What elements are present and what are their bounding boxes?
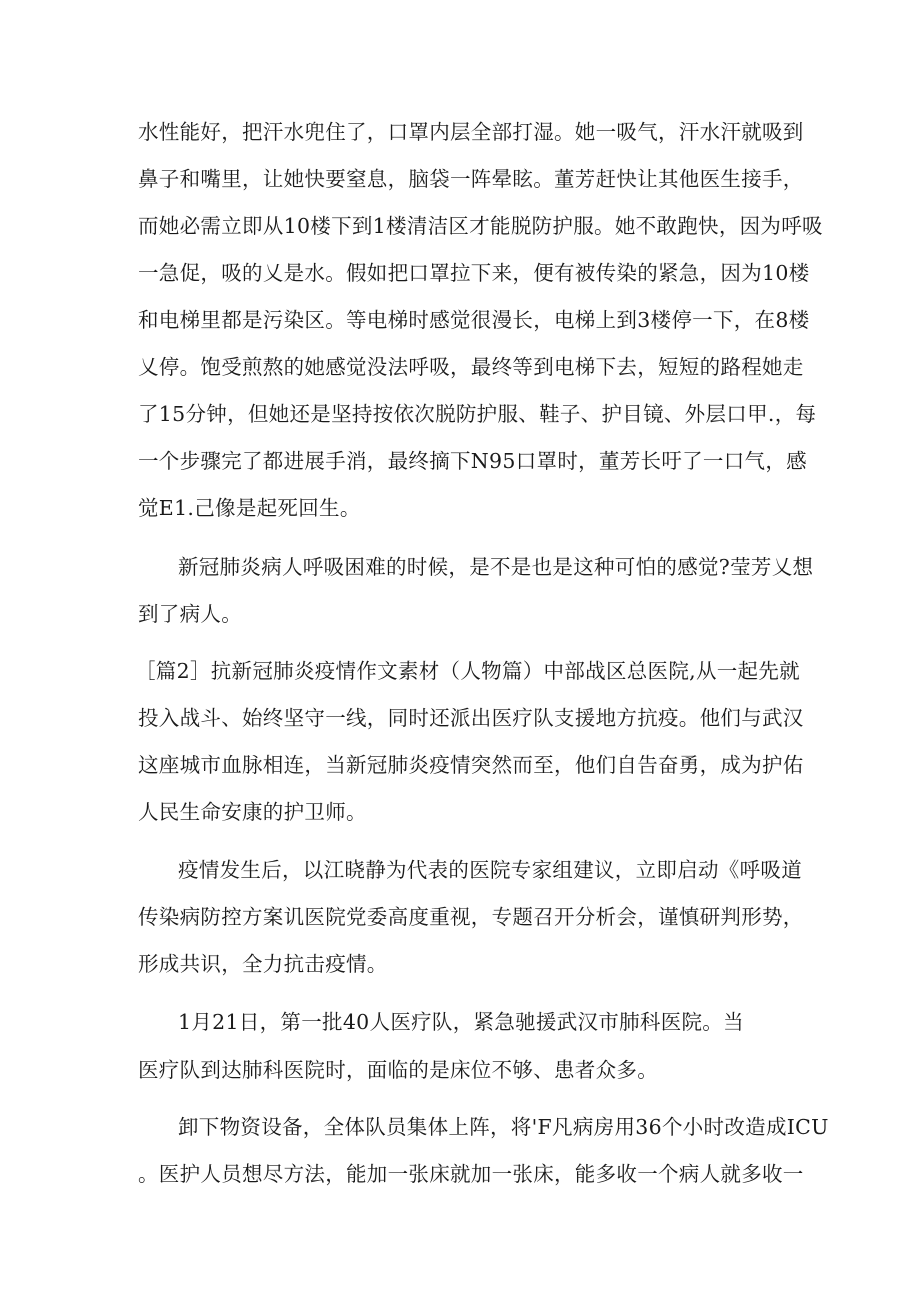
text-line: 而她必需立即从10楼下到1楼清洁区才能脱防护服。她不敢跑快，因为呼吸 (138, 214, 823, 238)
text-line: 卸下物资设备，全体队员集体上阵，将'F凡病房用36个小时改造成ICU (178, 1115, 829, 1139)
text-line: 疫情发生后，以江晓静为代表的医院专家组建议，立即启动《呼吸道 (178, 858, 802, 882)
text-line: 乂停。饱受煎熬的她感觉没法呼吸，最终等到电梯下去，短短的路程她走 (138, 355, 804, 379)
text-line: 和电梯里都是污染区。等电梯时感觉很漫长，电梯上到3楼停一下，在8楼 (138, 308, 810, 332)
text-line: 1月21日，第一批40人医疗队，紧急驰援武汉市肺科医院。当 (178, 1010, 744, 1034)
text-line: 鼻子和嘴里，让她快要窒息，脑袋一阵晕眩。董芳赶快让其他医生接手， (138, 167, 804, 191)
text-line: 水性能好，把汗水兜住了，口罩内层全部打湿。她一吸气，汗水汗就吸到 (138, 120, 804, 144)
text-line: 了15分钟，但她还是坚持按依次脱防护服、鞋子、护目镜、外层口甲.，每 (138, 402, 817, 426)
text-line: 新冠肺炎病人呼吸困难的时候，是不是也是这种可怕的感觉?莹芳乂想 (178, 555, 814, 579)
text-line: 医疗队到达肺科医院时，面临的是床位不够、患者众多。 (138, 1058, 658, 1082)
text-line: 这座城市血脉相连，当新冠肺炎疫情突然而至，他们自告奋勇，成为护佑 (138, 753, 804, 777)
text-line: ［篇2］抗新冠肺炎疫情作文素材（人物篇）中部战区总医院,从一起先就 (135, 659, 800, 683)
text-line: 投入战斗、始终坚守一线，同时还派出医疗队支援地方抗疫。他们与武汉 (138, 706, 804, 730)
text-line: 觉E1.己像是起死回生。 (138, 496, 361, 520)
text-line: 到了病人。 (138, 602, 242, 626)
text-line: 一个步骤完了都进展手消，最终摘下N95口罩时，董芳长吁了一口气，感 (138, 449, 807, 473)
text-line: 形成共识，全力抗击疫情。 (138, 952, 388, 976)
text-line: 。医护人员想尽方法，能加一张床就加一张床，能多收一个病人就多收一 (138, 1162, 804, 1186)
text-line: 一急促，吸的乂是水。假如把口罩拉下来，便有被传染的紧急，因为10楼 (138, 261, 810, 285)
text-line: 传染病防控方案讥医院党委高度重视，专题召开分析会，谨慎研判形势， (138, 905, 804, 929)
text-line: 人民生命安康的护卫师。 (138, 800, 367, 824)
